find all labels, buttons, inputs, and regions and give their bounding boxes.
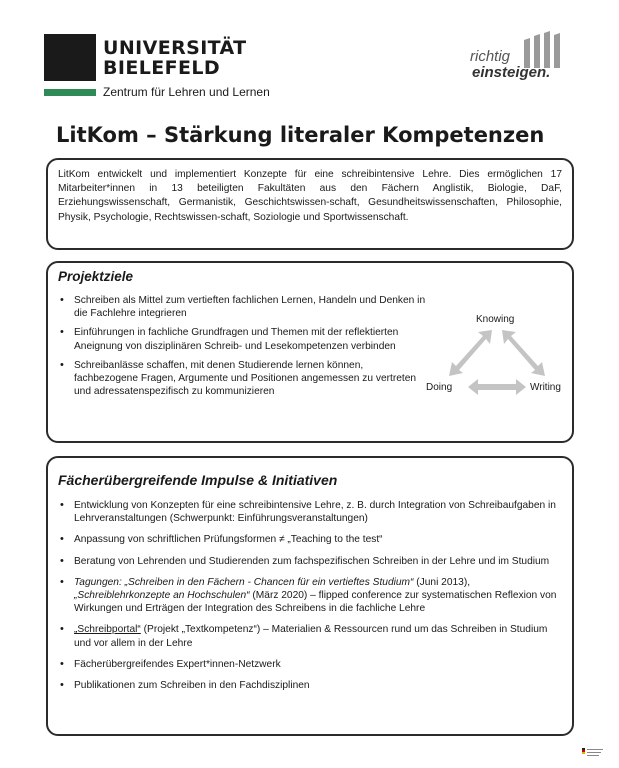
cycle-label-right: Writing: [530, 382, 561, 393]
university-name-line1: UNIVERSITÄT: [103, 37, 247, 59]
page-title: LitKom – Stärkung literaler Kompetenzen: [56, 123, 545, 147]
list-item: • Publikationen zum Schreiben in den Fachdisziplinen: [56, 679, 566, 692]
university-name-line2: BIELEFELD: [103, 57, 221, 79]
arrow-knowing-writing: [502, 330, 545, 376]
schreibportal-description: (Projekt „Textkompetenz“) – Materialien & Ressourcen rund um das Schreiben in Studium und vor allem in der Lehre: [74, 624, 548, 649]
list-item: • Einführungen in fachliche Grundfragen und Themen mit der reflektierten Aneignung von disziplinären Schreib- und Lesekompetenzen verbinden: [56, 326, 426, 352]
cycle-diagram: [422, 308, 572, 398]
tagung-title-1: „Schreiben in den Fächern - Chancen für ein vertieftes Studium“: [124, 576, 414, 588]
slogan-line2: einsteigen.: [472, 64, 551, 81]
tagungen-label: Tagungen:: [74, 576, 122, 588]
tagung-description: (März 2020) – flipped conference zur systematischen Reflexion von Wirkungen und Erträgen der Integration des Schreibens in die fachliche Lehre: [74, 590, 557, 615]
tagung-date-1: (Juni 2013),: [413, 576, 471, 588]
slogan-line1: richtig: [470, 48, 511, 65]
list-item: • Anpassung von schriftlichen Prüfungsformen ≠ „Teaching to the test“: [56, 533, 566, 546]
list-item: [56, 623, 566, 649]
list-item: • Schreiben als Mittel zum vertieften fachlichen Lernen, Handeln und Denken in die Fachlehre integrieren: [56, 294, 426, 320]
schreibportal-link[interactable]: „Schreibportal“: [74, 624, 141, 636]
intro-box: [46, 158, 574, 250]
tagung-title-2: „Schreiblehrkonzepte an Hochschulen“: [74, 590, 250, 602]
projektziele-list: [56, 294, 426, 404]
cycle-label-top: Knowing: [476, 314, 515, 325]
intro-text: LitKom entwickelt und implementiert Konzepte für eine schreibintensive Lehre. Dies ermöglichen 17 Mitarbeiter*innen in 13 beteiligten Fakultäten aus den Fächern Anglistik, Biologie, DaF, Erziehungswissenschaft, Germanistik, Geschichtswissen-schaft, Gesundheitswissenschaften, Philosophie, Physik, Psychologie, Rechtswissen-schaft, Soziologie und Sportwissenschaft.: [58, 169, 562, 223]
impulse-box: [46, 456, 574, 736]
list-item: • Beratung von Lehrenden und Studierenden zum fachspezifischen Schreiben in der Lehre und im Studium: [56, 555, 566, 568]
university-logo-mark: [44, 34, 96, 81]
cycle-label-left: Doing: [426, 382, 453, 393]
projektziele-box: [46, 261, 574, 443]
university-name: [103, 38, 247, 78]
projektziele-heading: Projektziele: [58, 269, 134, 284]
arrow-knowing-doing: [449, 330, 492, 376]
list-item: [56, 576, 566, 616]
impulse-list: [56, 499, 566, 700]
list-item: • Entwicklung von Konzepten für eine schreibintensive Lehre, z. B. durch Integration von Schreibaufgaben in Lehrveranstaltungen (Schwerpunkt: Einführungsveranstaltungen): [56, 499, 566, 525]
slogan-logo: [470, 30, 580, 90]
funding-logo-icon: [581, 744, 607, 764]
accent-bar: [44, 89, 96, 96]
list-item: • Fächerübergreifendes Expert*innen-Netzwerk: [56, 658, 566, 671]
department-name: Zentrum für Lehren und Lernen: [103, 85, 270, 99]
list-item: • Schreibanlässe schaffen, mit denen Studierende lernen können, fachbezogene Fragen, Argumente und Positionen angemessen zu vertreten und adressatenspezifisch zu kommunizieren: [56, 359, 426, 399]
arrow-doing-writing: [468, 379, 526, 395]
impulse-heading: Fächerübergreifende Impulse & Initiativen: [58, 472, 338, 488]
